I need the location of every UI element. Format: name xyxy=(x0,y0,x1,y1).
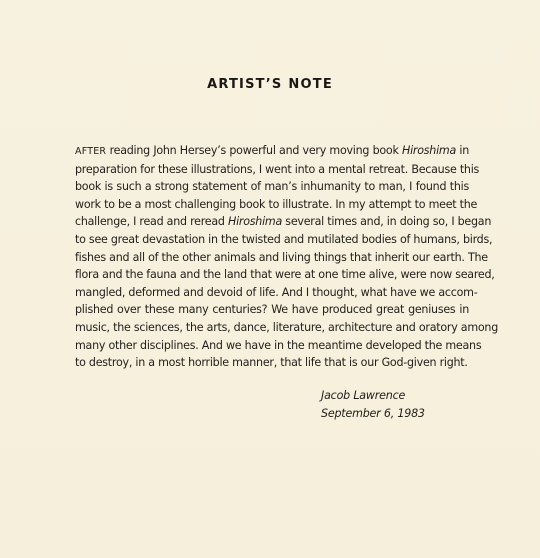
note-line: flora and the fauna and the land that were at one time alive, were now seared, xyxy=(75,268,495,282)
book-title: Hiroshima xyxy=(401,144,457,157)
note-line xyxy=(75,142,469,161)
title-word-note: NOTE xyxy=(288,77,333,92)
note-text: challenge, I read and reread xyxy=(75,215,228,229)
lead-word: AFTER xyxy=(75,146,107,157)
note-line: preparation for these illustrations, I went into a mental retreat. Because this xyxy=(75,162,480,176)
signature-date: September 6, 1983 xyxy=(321,407,425,420)
note-line: music, the sciences, the arts, dance, literature, architecture and oratory among xyxy=(75,320,499,334)
note-line: many other disciplines. And we have in the meantime developed the means xyxy=(75,338,482,352)
note-line: book is such a strong statement of man’s inhumanity to man, I found this xyxy=(75,180,469,194)
note-text: reading John Hersey’s powerful and very moving book xyxy=(106,144,402,157)
book-title: Hiroshima xyxy=(227,215,283,229)
signature-block xyxy=(321,387,425,423)
note-line xyxy=(75,213,492,231)
note-body xyxy=(75,142,499,372)
signature-name: Jacob Lawrence xyxy=(321,389,406,402)
title-word-artists: ARTIST’S xyxy=(207,77,283,92)
note-line: work to be a most challenging book to illustrate. In my attempt to meet the xyxy=(75,197,478,211)
note-line: plished over these many centuries? We have produced great geniuses in xyxy=(75,303,469,317)
note-line: to see great devastation in the twisted and mutilated bodies of humans, birds, xyxy=(75,232,493,246)
note-line: fishes and all of the other animals and living things that inherit our earth. The xyxy=(75,250,488,264)
note-line: mangled, deformed and devoid of life. And I thought, what have we accom- xyxy=(75,285,478,299)
note-text: several times and, in doing so, I began xyxy=(282,215,492,229)
note-text: in xyxy=(456,144,469,157)
note-line: to destroy, in a most horrible manner, that life that is our God-given right. xyxy=(75,356,468,370)
page-title xyxy=(0,77,540,92)
